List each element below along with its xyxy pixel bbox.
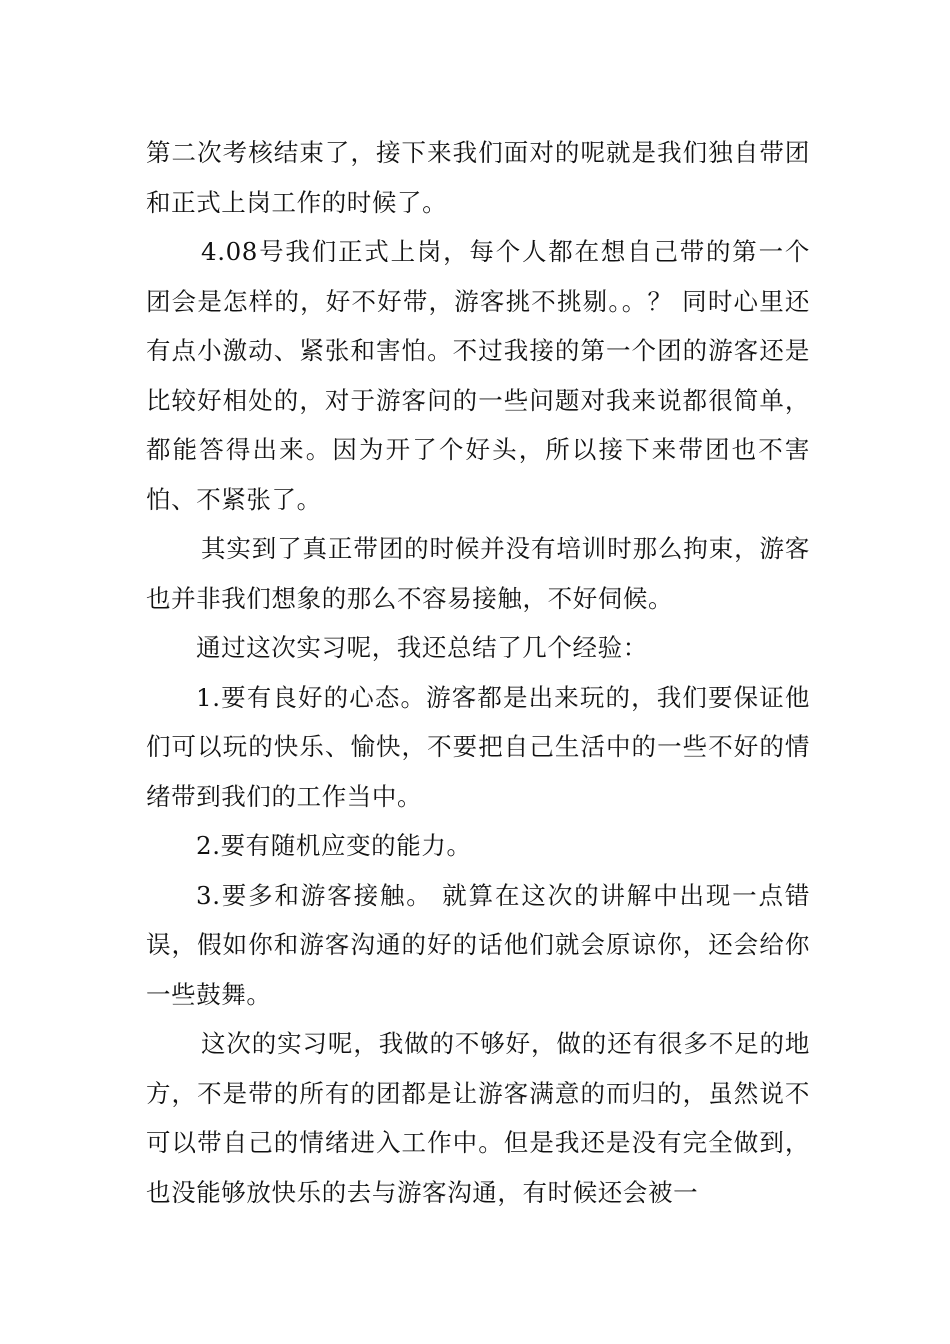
paragraph-3: 其实到了真正带团的时候并没有培训时那么拘束，游客也并非我们想象的那么不容易接触，不好伺候。 (146, 534, 810, 613)
paragraph-6: 2.要有随机应变的能力。 (196, 831, 472, 860)
paragraph-7: 3.要多和游客接触。 就算在这次的讲解中出现一点错误，假如你和游客沟通的好的话他们就会原谅你，还会给你一些鼓舞。 (146, 880, 810, 1009)
paragraph-5: 1.要有良好的心态。游客都是出来玩的，我们要保证他们可以玩的快乐、愉快，不要把自己生活中的一些不好的情绪带到我们的工作当中。 (146, 682, 810, 811)
paragraph-4: 通过这次实习呢，我还总结了几个经验： (196, 633, 648, 662)
paragraph-8: 这次的实习呢，我做的不够好，做的还有很多不足的地方，不是带的所有的团都是让游客满意的而归的，虽然说不可以带自己的情绪进入工作中。但是我还是没有完全做到，也没能够放快乐的去与游客沟通，有时候还会被一 (146, 1029, 810, 1207)
paragraph-2: 4.08号我们正式上岗，每个人都在想自己带的第一个团会是怎样的，好不好带，游客挑不挑剔。。？ 同时心里还有点小激动、紧张和害怕。不过我接的第一个团的游客还是比较好相处的，对于游客问的一些问题对我来说都很简单，都能答得出来。因为开了个好头，所以接下来带团也不害怕、不紧张了。 (146, 237, 810, 514)
document-body (146, 128, 810, 1217)
paragraph-1: 第二次考核结束了，接下来我们面对的呢就是我们独自带团和正式上岗工作的时候了。 (146, 138, 810, 217)
